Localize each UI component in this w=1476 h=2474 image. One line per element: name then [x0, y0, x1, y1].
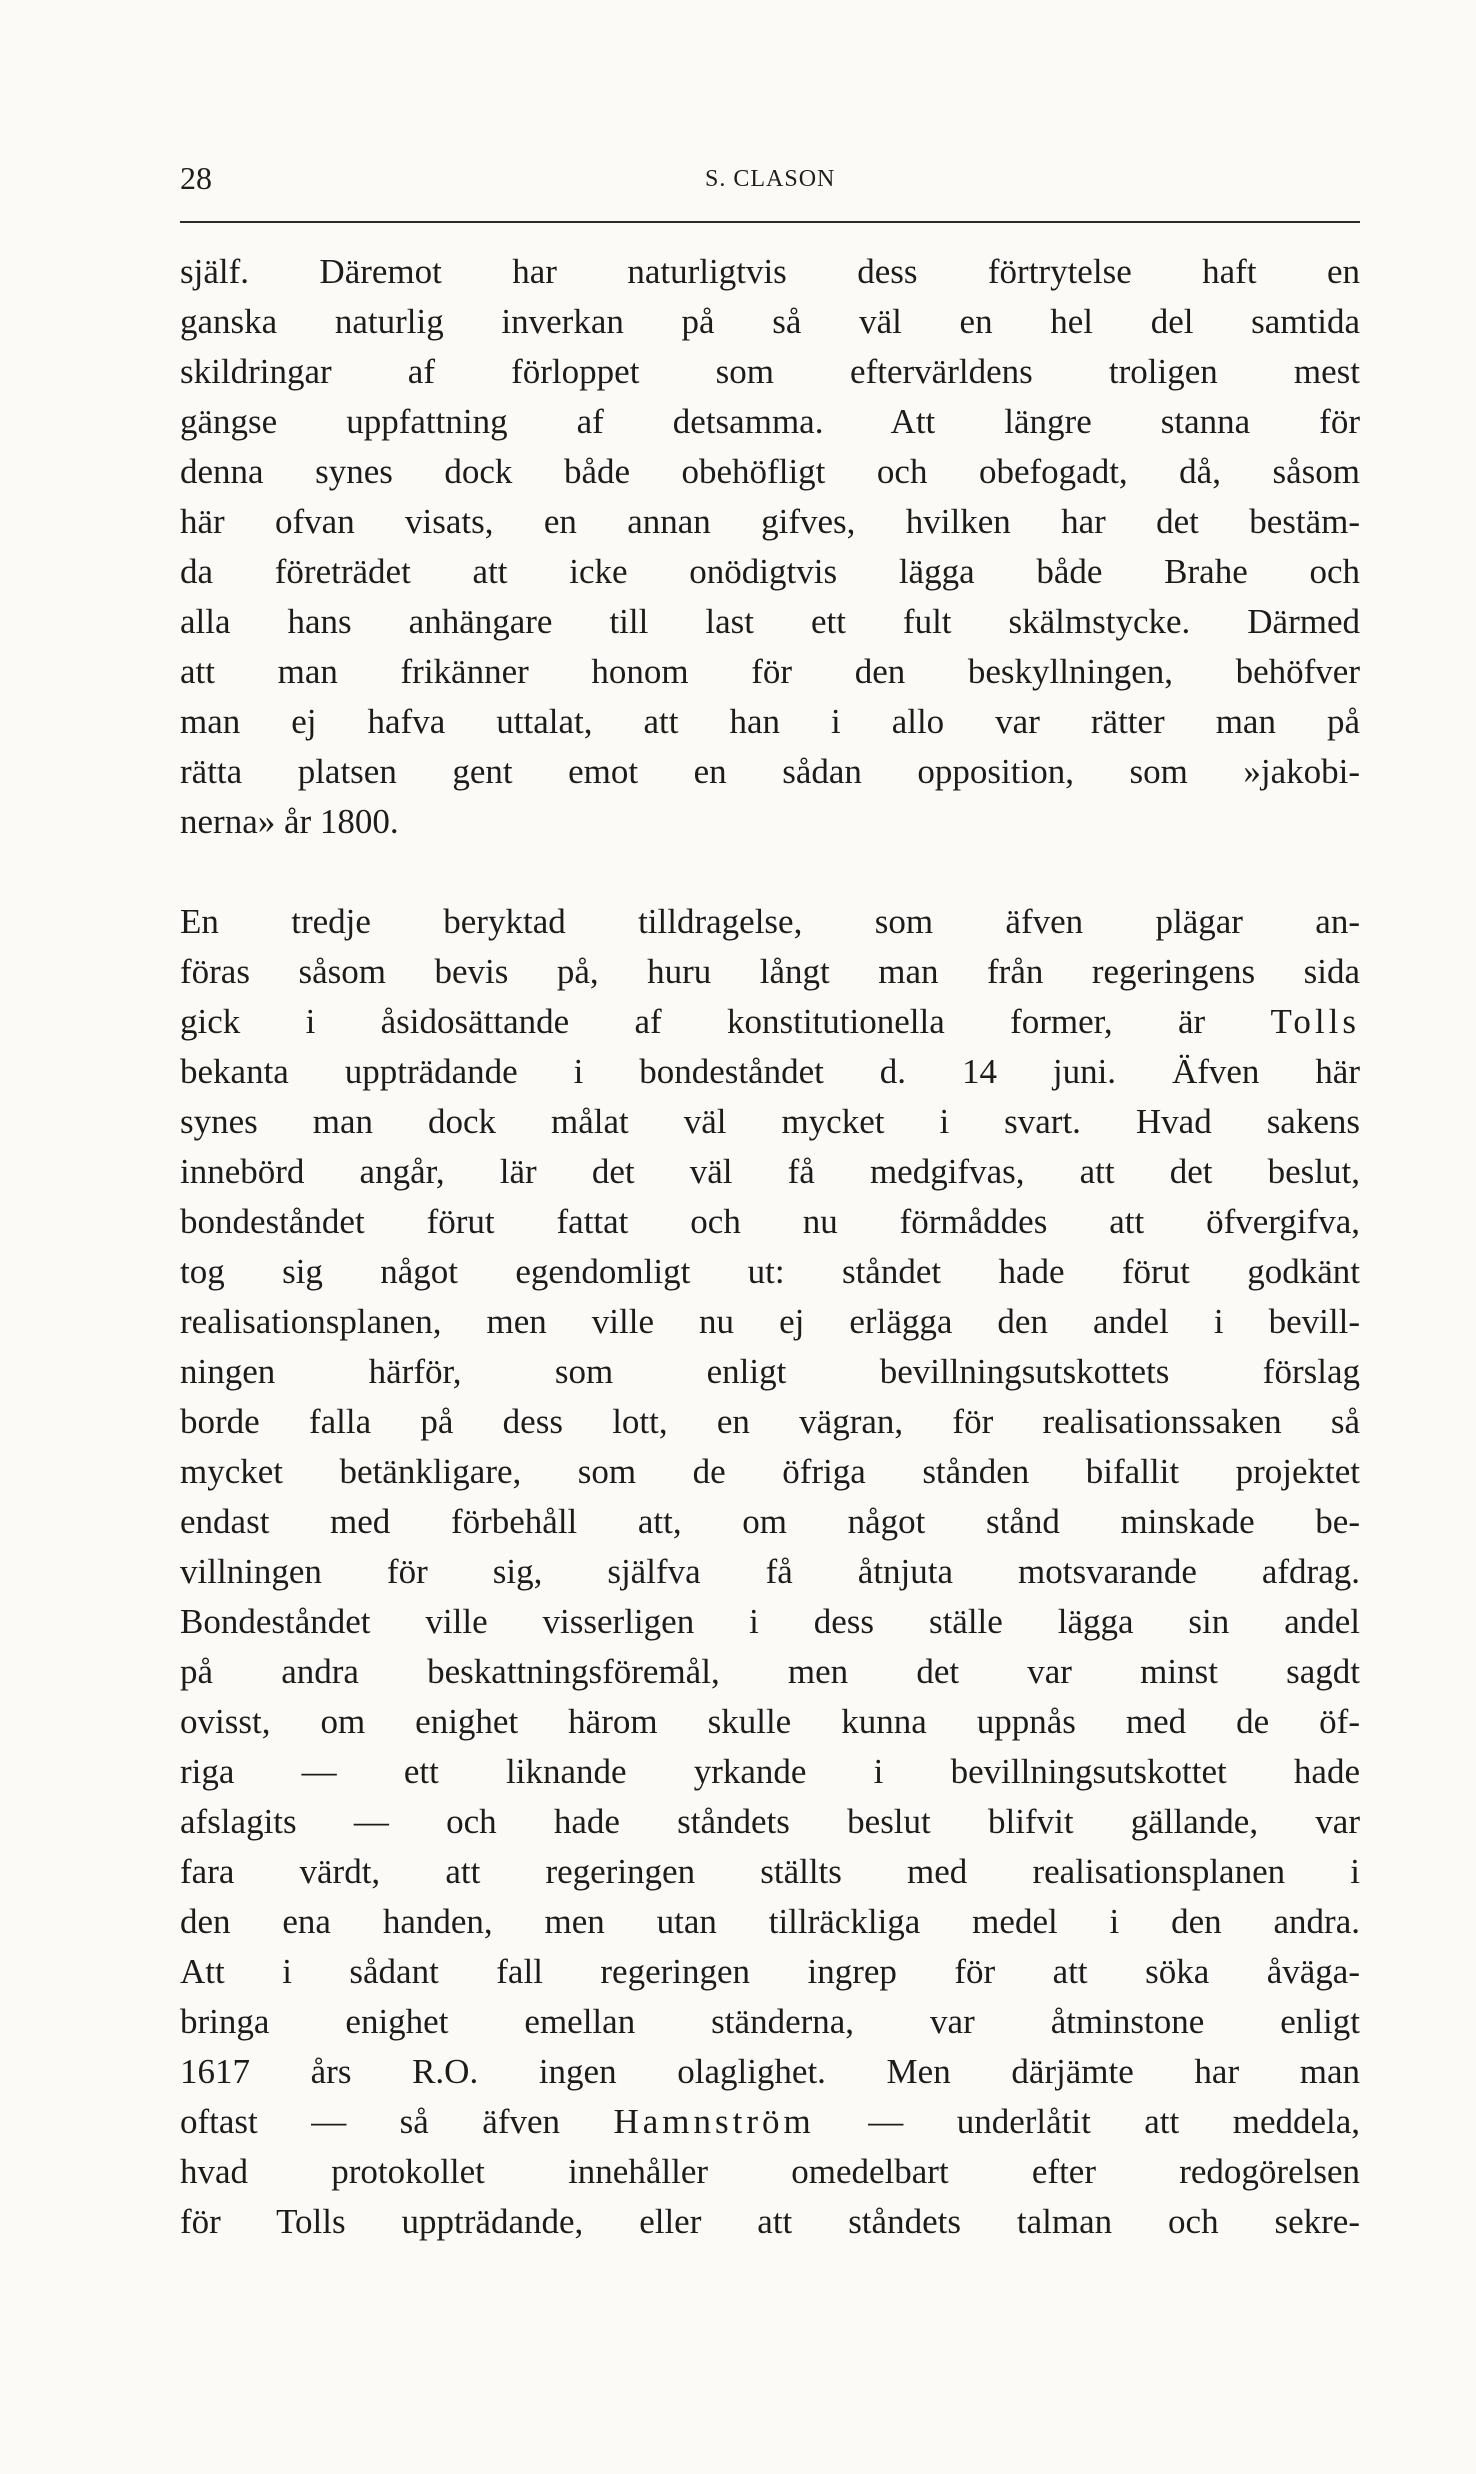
text-line: för Tolls uppträdande, eller att ståndets talman och sekre- [180, 2202, 1360, 2241]
text-line: på andra beskattningsföremål, men det var minst sagdt [180, 1652, 1360, 1691]
text-line: innebörd angår, lär det väl få medgifvas, att det beslut, [180, 1152, 1360, 1191]
text-line: Att i sådant fall regeringen ingrep för att söka åväga- [180, 1952, 1360, 1991]
text-line: realisationsplanen, men ville nu ej erlägga den andel i bevill- [180, 1302, 1360, 1341]
text-line: ovisst, om enighet härom skulle kunna uppnås med de öf- [180, 1702, 1360, 1741]
text-line: att man frikänner honom för den beskyllningen, behöfver [180, 652, 1360, 691]
text-line: borde falla på dess lott, en vägran, för realisationssaken så [180, 1402, 1360, 1441]
text-fragment: — underlåtit att meddela, [868, 2102, 1361, 2141]
body-text [180, 247, 1360, 2247]
text-line: ningen härför, som enligt bevillningsutskottets förslag [180, 1352, 1360, 1391]
text-line: skildringar af förloppet som eftervärldens troligen mest [180, 352, 1360, 391]
text-line: hvad protokollet innehåller omedelbart efter redogörelsen [180, 2152, 1360, 2191]
text-line: Bondeståndet ville visserligen i dess ställe lägga sin andel [180, 1602, 1360, 1641]
text-line: gängse uppfattning af detsamma. Att längre stanna för [180, 402, 1360, 441]
text-line-with-name [180, 997, 1360, 1047]
text-line: här ofvan visats, en annan gifves, hvilken har det bestäm- [180, 502, 1360, 541]
text-line: riga — ett liknande yrkande i bevillningsutskottet hade [180, 1752, 1360, 1791]
header-rule [180, 221, 1360, 223]
person-name-tolls: Tolls [1270, 1002, 1361, 1041]
text-line: fara värdt, att regeringen ställts med realisationsplanen i [180, 1852, 1360, 1891]
text-line: villningen för sig, själfva få åtnjuta motsvarande afdrag. [180, 1552, 1360, 1591]
text-line: man ej hafva uttalat, att han i allo var rätter man på [180, 702, 1360, 741]
text-line: En tredje beryktad tilldragelse, som äfven plägar an- [180, 902, 1360, 941]
text-line: föras såsom bevis på, huru långt man från regeringens sida [180, 952, 1360, 991]
running-head: S. CLASON [705, 166, 836, 192]
text-line: bekanta uppträdande i bondeståndet d. 14 juni. Äfven här [180, 1052, 1360, 1091]
text-fragment: gick i åsidosättande af konstitutionella former, är [180, 1002, 1206, 1041]
text-line: tog sig något egendomligt ut: ståndet hade förut godkänt [180, 1252, 1360, 1291]
text-line: afslagits — och hade ståndets beslut blifvit gällande, var [180, 1802, 1360, 1841]
person-name-hamnstrom: Hamnström [613, 2102, 815, 2141]
text-line: själf. Däremot har naturligtvis dess förtrytelse haft en [180, 252, 1360, 291]
text-line: nerna» år 1800. [180, 802, 399, 841]
text-line: rätta platsen gent emot en sådan opposition, som »jakobi- [180, 752, 1360, 791]
text-line: denna synes dock både obehöfligt och obefogadt, då, såsom [180, 452, 1360, 491]
paragraph-2 [180, 897, 1360, 2247]
text-line: alla hans anhängare till last ett fult skälmstycke. Därmed [180, 602, 1360, 641]
text-line: da företrädet att icke onödigtvis lägga både Brahe och [180, 552, 1360, 591]
text-line: den ena handen, men utan tillräckliga medel i den andra. [180, 1902, 1360, 1941]
text-line: ganska naturlig inverkan på så väl en hel del samtida [180, 302, 1360, 341]
paragraph-gap [180, 847, 1360, 897]
text-line: synes man dock målat väl mycket i svart. Hvad sakens [180, 1102, 1360, 1141]
paragraph-1 [180, 247, 1360, 847]
text-line: bondeståndet förut fattat och nu förmåddes att öfvergifva, [180, 1202, 1360, 1241]
text-line: mycket betänkligare, som de öfriga stånden bifallit projektet [180, 1452, 1360, 1491]
text-fragment: oftast — så äfven [180, 2102, 561, 2141]
text-line: 1617 års R.O. ingen olaglighet. Men därjämte har man [180, 2052, 1360, 2091]
text-line: bringa enighet emellan ständerna, var åtminstone enligt [180, 2002, 1360, 2041]
page-header [180, 160, 1360, 200]
page-number: 28 [180, 160, 212, 196]
text-line: endast med förbehåll att, om något stånd minskade be- [180, 1502, 1360, 1541]
text-line-with-name [180, 2097, 1360, 2147]
